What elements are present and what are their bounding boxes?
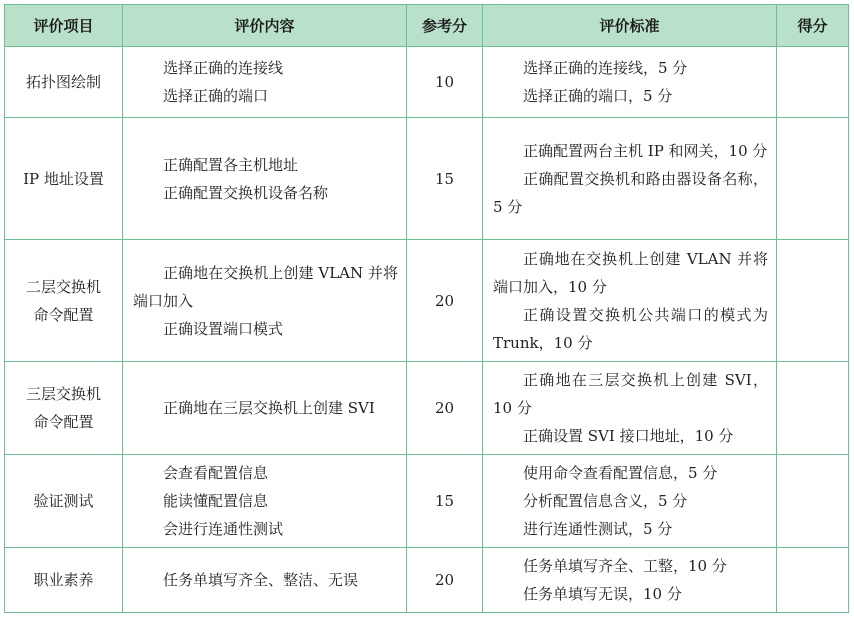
evaluation-table-wrapper [4,4,848,613]
header-content: 评价内容 [123,5,407,47]
content-line: 能读懂配置信息 [163,492,269,510]
evaluation-table [4,4,849,613]
content-line: 会查看配置信息 [163,464,269,482]
content-line: 选择正确的端口 [163,87,269,105]
standard-line: 分析配置信息含义，5 分 [523,492,688,510]
row-got-score[interactable] [777,362,849,455]
table-row [5,548,849,613]
table-row [5,362,849,455]
standard-line: 正确配置两台主机 IP 和网关，10 分 [523,141,768,160]
table-row [5,47,849,118]
table-row [5,240,849,362]
row-score: 20 [407,362,483,455]
standard-line: 任务单填写无误，10 分 [523,585,682,603]
content-line: 正确地在三层交换机上创建 SVI [163,399,375,417]
row-item [5,548,123,613]
row-standard [483,362,777,455]
row-item-text: 三层交换机命令配置 [25,385,101,431]
standard-line: 进行连通性测试，5 分 [523,520,673,538]
content-line: 正确设置端口模式 [163,319,284,338]
row-content [123,47,407,118]
row-item-text: 验证测试 [33,492,94,510]
row-score: 20 [407,240,483,362]
content-line: 会进行连通性测试 [163,520,284,538]
row-content [123,240,407,362]
header-row [5,5,849,47]
row-item-text: 拓扑图绘制 [25,73,101,91]
row-score: 20 [407,548,483,613]
row-score: 10 [407,47,483,118]
standard-line: 正确设置 SVI 接口地址，10 分 [523,427,734,445]
row-standard [483,47,777,118]
row-standard [483,240,777,362]
row-item-text: 职业素养 [33,571,94,589]
row-got-score[interactable] [777,240,849,362]
row-item [5,47,123,118]
standard-line: 选择正确的端口，5 分 [523,87,673,105]
row-score: 15 [407,455,483,548]
row-content [123,362,407,455]
standard-line: 正确配置交换机和路由器设备名称，5 分 [493,169,768,216]
content-line: 正确配置各主机地址 [163,155,299,174]
row-standard [483,118,777,240]
row-item [5,455,123,548]
row-item [5,362,123,455]
standard-line: 正确地在三层交换机上创建 SVI，10 分 [493,371,768,417]
row-got-score[interactable] [777,47,849,118]
standard-line: 正确地在交换机上创建 VLAN 并将端口加入，10 分 [493,249,768,296]
content-line: 正确地在交换机上创建 VLAN 并将端口加入 [133,263,398,310]
content-line: 选择正确的连接线 [163,59,284,77]
row-item [5,240,123,362]
content-line: 任务单填写齐全、整洁、无误 [163,571,359,589]
header-got-score: 得分 [777,5,849,47]
standard-line: 选择正确的连接线，5 分 [523,59,688,77]
row-item [5,118,123,240]
table-row [5,455,849,548]
content-line: 正确配置交换机设备名称 [163,183,329,202]
table-row [5,118,849,240]
row-got-score[interactable] [777,455,849,548]
standard-line: 正确设置交换机公共端口的模式为 Trunk，10 分 [493,305,768,352]
row-item-text: 二层交换机命令配置 [25,277,101,324]
standard-line: 任务单填写齐全、工整，10 分 [523,557,727,575]
header-item: 评价项目 [5,5,123,47]
header-score: 参考分 [407,5,483,47]
row-score: 15 [407,118,483,240]
row-content [123,455,407,548]
row-got-score[interactable] [777,118,849,240]
row-standard [483,455,777,548]
row-item-text: IP 地址设置 [23,169,104,188]
row-got-score[interactable] [777,548,849,613]
row-content [123,118,407,240]
standard-line: 使用命令查看配置信息，5 分 [523,464,718,482]
header-standard: 评价标准 [483,5,777,47]
row-standard [483,548,777,613]
row-content [123,548,407,613]
